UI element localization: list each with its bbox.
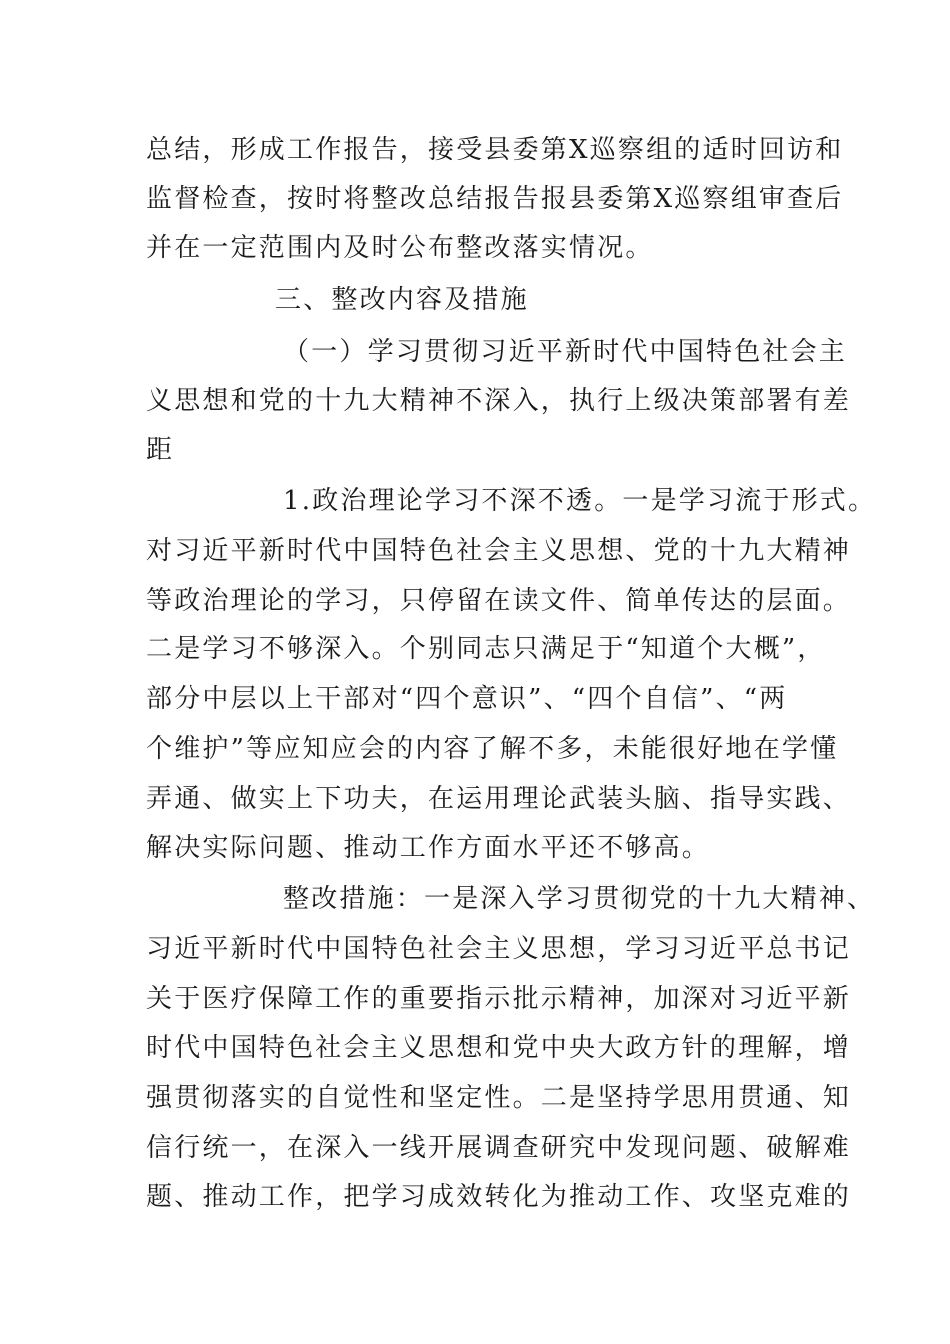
section-heading: 三、整改内容及措施 bbox=[275, 285, 529, 315]
text-line: 时代中国特色社会主义思想和党中央大政方针的理解，增 bbox=[146, 1033, 852, 1063]
text-line: 并在一定范围内及时公布整改落实情况。 bbox=[146, 233, 654, 263]
text-line: 题、推动工作，把学习成效转化为推动工作、攻坚克难的 bbox=[146, 1182, 852, 1212]
text-line: 个维护”等应知应会的内容了解不多，未能很好地在学懂 bbox=[146, 734, 839, 764]
text-line: 解决实际问题、推动工作方面水平还不够高。 bbox=[146, 833, 711, 863]
text-line: 弄通、做实上下功夫，在运用理论武装头脑、指导实践、 bbox=[146, 784, 852, 814]
text-line: 等政治理论的学习，只停留在读文件、简单传达的层面。 bbox=[146, 586, 852, 616]
text-line: 强贯彻落实的自觉性和坚定性。二是坚持学思用贯通、知 bbox=[146, 1083, 852, 1113]
text-line: 对习近平新时代中国特色社会主义思想、党的十九大精神 bbox=[146, 536, 852, 566]
text-line: 总结，形成工作报告，接受县委第X巡察组的适时回访和 bbox=[146, 135, 844, 165]
paragraph-start: 整改措施：一是深入学习贯彻党的十九大精神、 bbox=[283, 884, 876, 914]
text-line: 关于医疗保障工作的重要指示批示精神，加深对习近平新 bbox=[146, 984, 852, 1014]
text-line: 距 bbox=[146, 435, 175, 465]
text-line: 信行统一，在深入一线开展调查研究中发现问题、破解难 bbox=[146, 1133, 852, 1163]
text-line: 义思想和党的十九大精神不深入，执行上级决策部署有差 bbox=[146, 386, 852, 416]
paragraph-start: 1.政治理论学习不深不透。一是学习流于形式。 bbox=[283, 486, 877, 516]
text-line: 部分中层以上干部对“四个意识”、“四个自信”、“两 bbox=[146, 684, 788, 714]
text-line: 习近平新时代中国特色社会主义思想，学习习近平总书记 bbox=[146, 934, 852, 964]
subsection-heading: （一）学习贯彻习近平新时代中国特色社会主 bbox=[283, 337, 848, 367]
text-line: 二是学习不够深入。个别同志只满足于“知道个大概”， bbox=[146, 634, 826, 664]
text-line: 监督检查，按时将整改总结报告报县委第X巡察组审查后 bbox=[146, 184, 844, 214]
